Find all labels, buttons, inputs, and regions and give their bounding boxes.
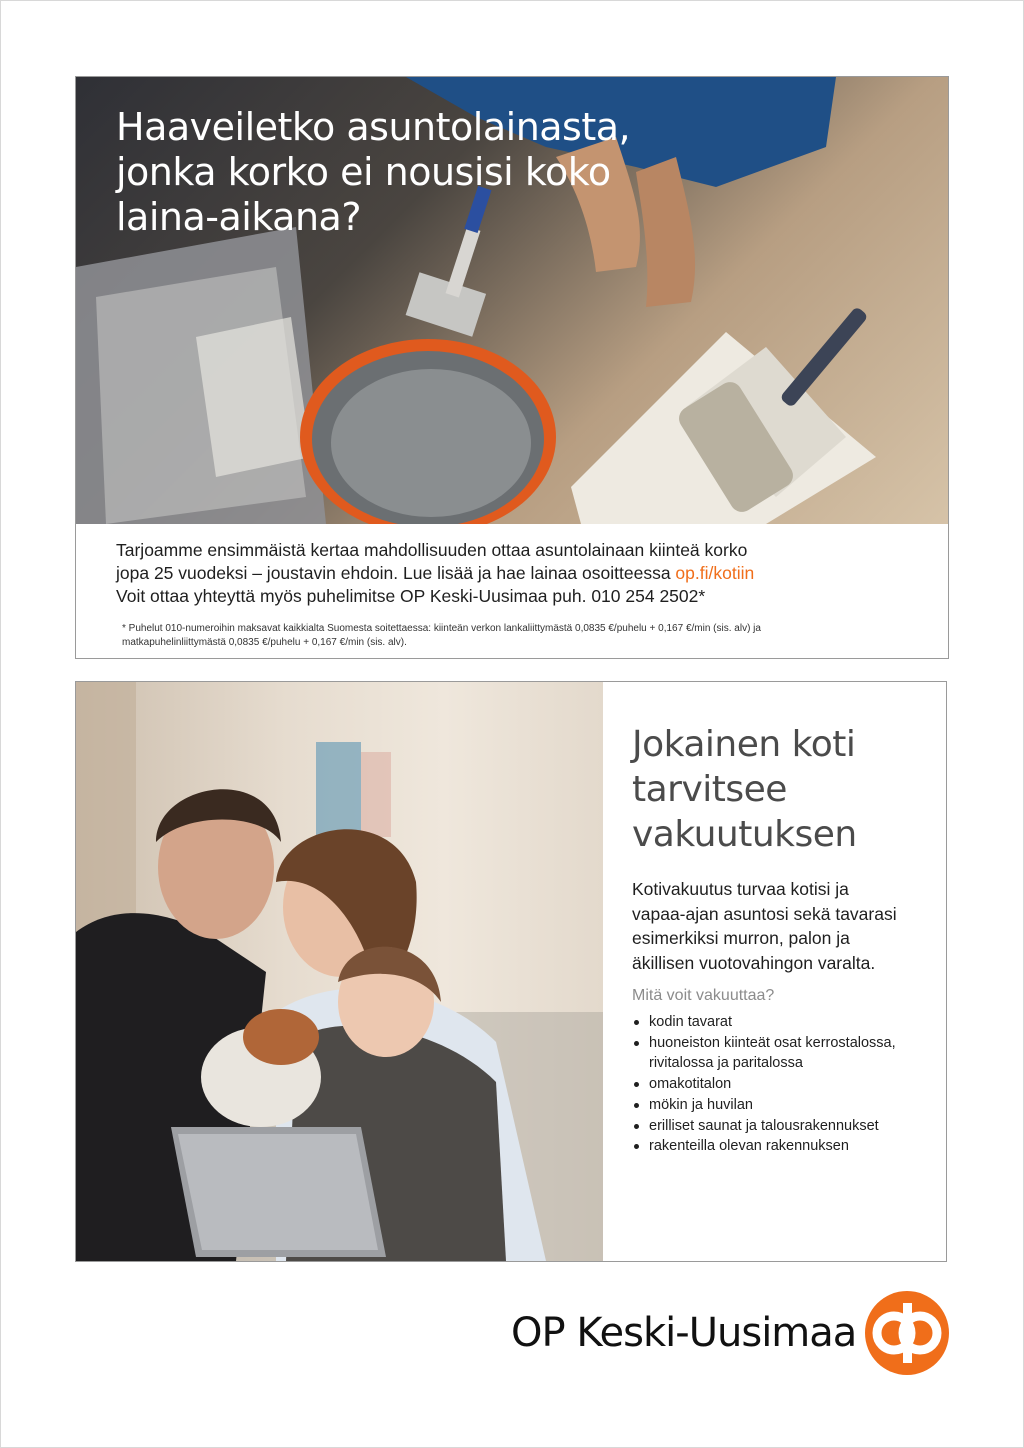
insurance-subheading: Mitä voit vakuuttaa? [632,987,775,1004]
loan-body-line: Tarjoamme ensimmäistä kertaa mahdollisuuden ottaa asuntolainaan kiinteä korko [116,540,748,560]
loan-headline-line: laina-aikana? [116,195,361,239]
loan-body-text [116,539,916,608]
loan-headline [116,105,636,240]
list-item-text: rakenteilla olevan rakennuksen [649,1138,849,1155]
insurance-body-line: esimerkiksi murron, palon ja [632,928,850,948]
insurance-body-line: Kotivakuutus turvaa kotisi ja [632,879,849,899]
painting-supplies-photo [76,77,948,524]
footnote-line: * Puhelut 010-numeroihin maksavat kaikkialta Suomesta soitettaessa: kiinteän verkon lankaliittymästä 0,0835 €/puhelu + 0,167 €/min (sis. alv) ja [122,623,761,634]
home-insurance-ad [75,681,947,1262]
insurance-headline-line: tarvitsee [632,769,787,810]
list-item-text: huoneiston kiinteät osat kerrostalossa, [649,1034,896,1051]
list-item [632,1074,932,1095]
loan-headline-line: jonka korko ei nousisi koko [116,150,611,194]
insurance-headline-line: vakuutuksen [632,814,857,855]
insurance-body-line: vapaa-ajan asuntosi sekä tavarasi [632,903,897,924]
list-item-text: mökin ja huvilan [649,1096,753,1113]
list-item [632,1033,932,1074]
insurance-headline [632,722,932,857]
loan-body-line: jopa 25 vuodeksi – joustavin ehdoin. Lue lisää ja hae lainaa osoitteessa [116,563,676,583]
list-item-text: omakotitalon [649,1076,732,1093]
home-loan-ad [75,76,949,659]
call-price-footnote [122,622,922,650]
insurance-headline-line: Jokainen koti [632,724,856,765]
list-item [632,1012,932,1033]
loan-headline-line: Haaveiletko asuntolainasta, [116,105,631,149]
footnote-line: matkapuhelinliittymästä 0,0835 €/puhelu + 0,167 €/min (sis. alv). [122,637,407,648]
insurance-body-line: äkillisen vuotovahingon varalta. [632,952,876,973]
list-item [632,1136,932,1157]
bank-name: OP Keski-Uusimaa [511,1310,857,1356]
family-with-tablet-photo [76,682,603,1261]
list-item-text: kodin tavarat [649,1014,733,1030]
op-kotiin-link[interactable]: op.fi/kotiin [675,563,755,583]
list-item [632,1095,932,1116]
list-item-text: erilliset saunat ja talousrakennukset [649,1117,879,1134]
op-logo-icon [865,1291,949,1375]
loan-body-line: Voit ottaa yhteyttä myös puhelimitse OP Keski-Uusimaa puh. 010 254 2502* [116,586,706,606]
list-item [632,1116,932,1137]
insurable-items-list [632,1012,932,1157]
list-item-text: rivitalossa ja paritalossa [649,1055,803,1072]
insurance-body-text [632,877,932,975]
